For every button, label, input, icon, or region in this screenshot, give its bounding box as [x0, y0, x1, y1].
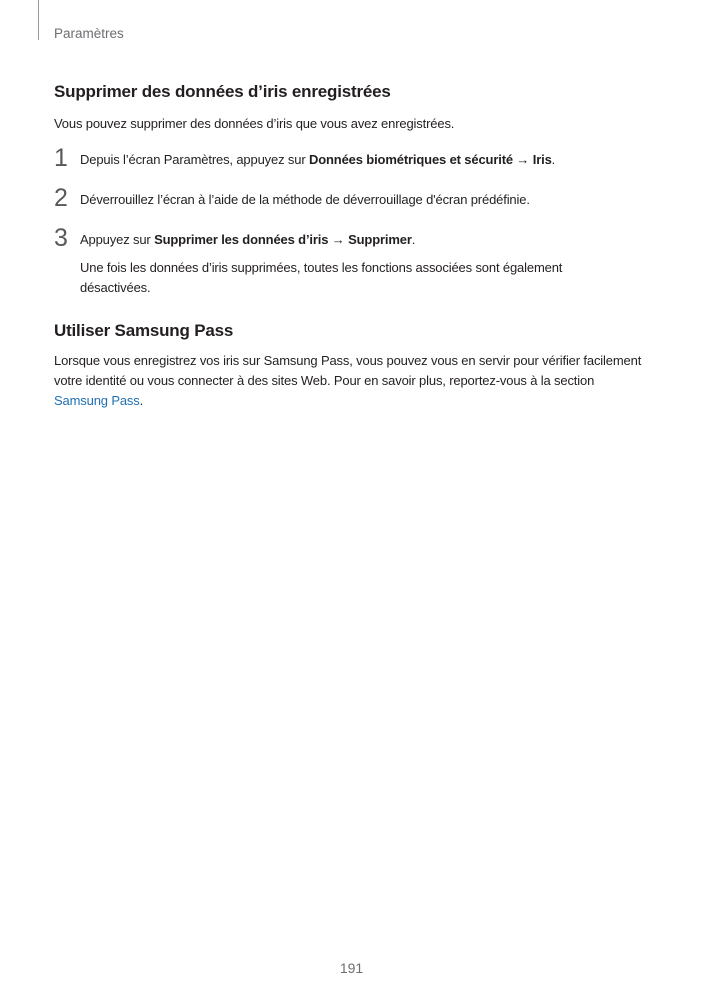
- arrow-icon: →: [328, 232, 349, 247]
- menu-path-iris: Iris: [532, 152, 552, 167]
- header-rule: [38, 0, 39, 40]
- samsung-pass-link[interactable]: Samsung Pass: [54, 393, 140, 408]
- menu-path-biometrics: Données biométriques et sécurité: [308, 152, 513, 167]
- menu-path-delete: Supprimer: [348, 232, 412, 247]
- step-text-plain: Appuyez sur: [80, 232, 155, 247]
- paragraph-text: Lorsque vous enregistrez vos iris sur Samsung Pass, vous pouvez vous en servir pour vérifier facilement votre identité ou vous connecter à des sites Web. Pour en savoir plus, reportez-vous à la section: [54, 353, 642, 388]
- paragraph-end: .: [139, 393, 144, 408]
- step-text: Déverrouillez l’écran à l’aide de la méthode de déverrouillage d'écran prédéfinie.: [80, 192, 530, 207]
- menu-path-delete-iris: Supprimer les données d’iris: [154, 232, 329, 247]
- step-text-end: .: [551, 152, 556, 167]
- section-title-samsung-pass: Utiliser Samsung Pass: [54, 321, 234, 340]
- step-number: 3: [54, 224, 68, 252]
- step-number: 2: [54, 184, 68, 212]
- step-text-end: .: [411, 232, 416, 247]
- step-text: [80, 230, 640, 250]
- section-intro: Vous pouvez supprimer des données d’iris que vous avez enregistrées.: [54, 116, 455, 131]
- arrow-icon: →: [512, 152, 533, 167]
- step-text: [80, 150, 640, 170]
- step-text-plain: Depuis l’écran Paramètres, appuyez sur: [80, 152, 309, 167]
- page-number: 191: [339, 960, 364, 976]
- step-note: Une fois les données d’iris supprimées, toutes les fonctions associées sont également désactivées.: [80, 260, 563, 295]
- step-number: 1: [54, 144, 68, 172]
- section-title-delete-iris: Supprimer des données d’iris enregistrées: [54, 82, 391, 101]
- running-header: Paramètres: [54, 26, 124, 41]
- samsung-pass-paragraph: [54, 351, 644, 411]
